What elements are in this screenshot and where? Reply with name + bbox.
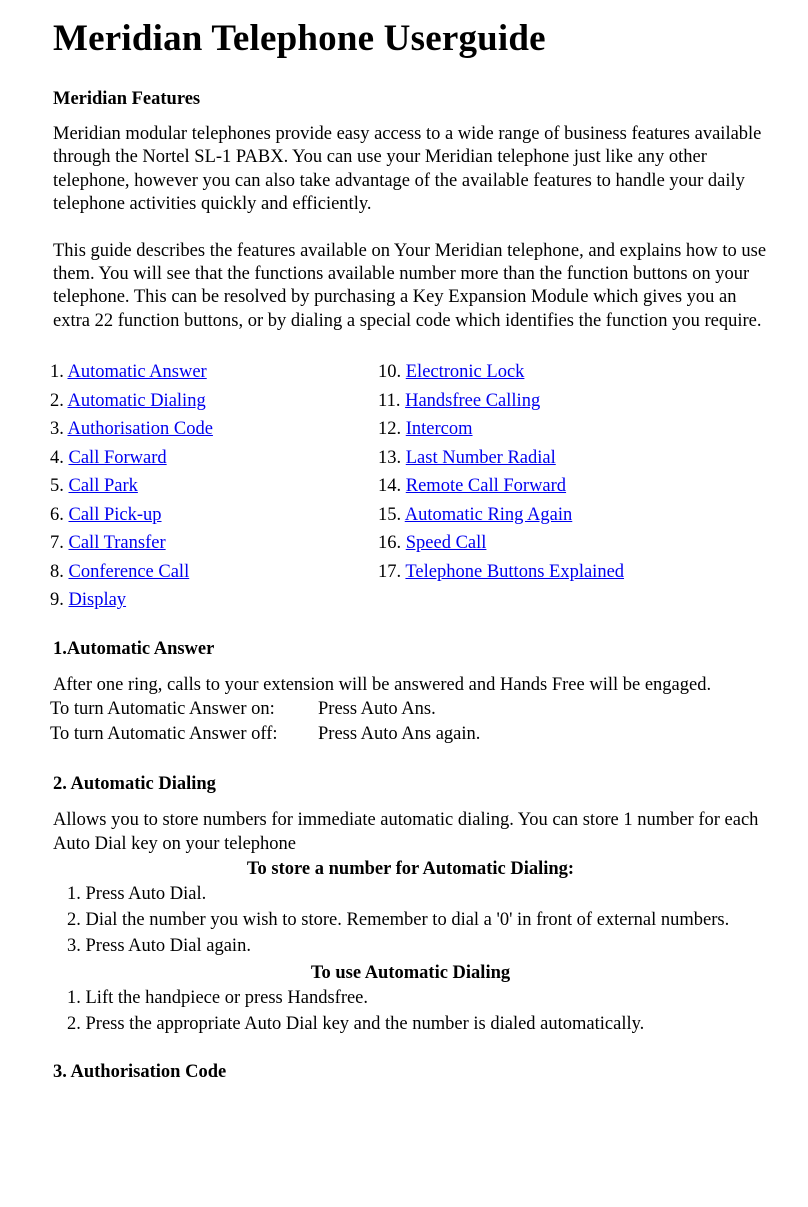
toc-link-display[interactable]: Display (68, 590, 127, 611)
use-dialing-heading: To use Automatic Dialing (310, 962, 511, 983)
toc-item (50, 415, 378, 444)
section-heading-automatic-answer: 1.Automatic Answer (53, 638, 215, 659)
toc-link-intercom[interactable]: Intercom (405, 419, 473, 440)
toc-number: 15. (378, 504, 405, 525)
step-item: 2. Dial the number you wish to store. Remember to dial a '0' in front of external numbers. (67, 909, 730, 930)
section-body-automatic-dialing: Allows you to store numbers for immediate automatic dialing. You can store 1 number for each Auto Dial key on your telephone (53, 810, 759, 854)
toc-number: 9. (50, 590, 69, 611)
toc-item (378, 358, 624, 387)
toc-link-telephone-buttons-explained[interactable]: Telephone Buttons Explained (405, 561, 625, 582)
toc-link-speed-call[interactable]: Speed Call (405, 533, 487, 554)
toc-link-remote-call-forward[interactable]: Remote Call Forward (405, 476, 567, 497)
toc-number: 6. (50, 504, 69, 525)
section-body-automatic-answer: After one ring, calls to your extension will be answered and Hands Free will be engaged. (53, 674, 712, 695)
toc-number: 12. (378, 419, 406, 440)
step-item: 3. Press Auto Dial again. (67, 935, 251, 956)
toc-item (50, 586, 378, 615)
instruction-row (50, 697, 768, 722)
toc-item (378, 558, 624, 587)
toc-link-call-park[interactable]: Call Park (68, 476, 138, 497)
instruction-value: Press Auto Ans again. (318, 724, 481, 745)
toc-number: 16. (378, 533, 406, 554)
toc-item (50, 558, 378, 587)
store-steps-list (53, 882, 768, 960)
toc-link-handsfree-calling[interactable]: Handsfree Calling (405, 390, 541, 411)
toc-item (50, 501, 378, 530)
toc-link-call-transfer[interactable]: Call Transfer (68, 533, 166, 554)
toc-number: 13. (378, 447, 406, 468)
toc-link-authorisation-code[interactable]: Authorisation Code (67, 419, 213, 440)
toc-number: 5. (50, 476, 69, 497)
toc-number: 3. (50, 419, 68, 440)
toc-link-call-forward[interactable]: Call Forward (68, 447, 167, 468)
instruction-label: To turn Automatic Answer on: (50, 699, 275, 720)
toc-item (378, 387, 624, 416)
intro-paragraph-1: Meridian modular telephones provide easy access to a wide range of business features available through the Nortel SL-1 PABX. You can use your Meridian telephone just like any other telephone, however you can also take advantage of the available features to handle your daily telephone activities quickly and efficiently. (53, 124, 762, 215)
intro-paragraph-2: This guide describes the features available on Your Meridian telephone, and explains how to use them. You will see that the functions available number more than the function buttons on your telephone. This can be resolved by purchasing a Key Expansion Module which gives you an extra 22 function buttons, or by dialing a special code which identifies the function you require. (53, 240, 767, 331)
toc-number: 7. (50, 533, 69, 554)
page-title: Meridian Telephone Userguide (53, 18, 546, 59)
toc-number: 11. (378, 390, 406, 411)
toc-item (378, 415, 624, 444)
instruction-table (50, 697, 768, 747)
toc-link-automatic-ring-again[interactable]: Automatic Ring Again (404, 504, 573, 525)
toc-column-right (378, 358, 624, 615)
instruction-label: To turn Automatic Answer off: (50, 724, 278, 745)
section-heading-automatic-dialing: 2. Automatic Dialing (53, 774, 216, 795)
features-heading: Meridian Features (53, 89, 201, 109)
toc-item (378, 501, 624, 530)
toc-link-electronic-lock[interactable]: Electronic Lock (405, 362, 525, 383)
toc-link-automatic-dialing[interactable]: Automatic Dialing (67, 390, 206, 411)
toc-item (50, 444, 378, 473)
use-steps-list (53, 986, 768, 1038)
instruction-value: Press Auto Ans. (318, 699, 436, 720)
toc-number: 17. (378, 561, 406, 582)
toc-number: 10. (378, 362, 406, 383)
toc-link-automatic-answer[interactable]: Automatic Answer (67, 362, 207, 383)
step-item: 1. Lift the handpiece or press Handsfree. (67, 987, 369, 1008)
table-of-contents (50, 358, 768, 615)
toc-number: 14. (378, 476, 406, 497)
toc-item (50, 358, 378, 387)
toc-item (378, 529, 624, 558)
step-item: 2. Press the appropriate Auto Dial key and the number is dialed automatically. (67, 1013, 645, 1034)
toc-item (378, 472, 624, 501)
store-number-heading: To store a number for Automatic Dialing: (246, 858, 575, 879)
toc-column-left (50, 358, 378, 615)
instruction-row (50, 722, 768, 747)
toc-number: 1. (50, 362, 68, 383)
toc-item (378, 444, 624, 473)
toc-item (50, 529, 378, 558)
toc-item (50, 387, 378, 416)
section-heading-authorisation-code: 3. Authorisation Code (53, 1061, 227, 1082)
document-page (50, 16, 768, 1084)
toc-link-call-pick-up[interactable]: Call Pick-up (68, 504, 162, 525)
toc-number: 2. (50, 390, 68, 411)
toc-link-last-number-radial[interactable]: Last Number Radial (405, 447, 556, 468)
step-item: 1. Press Auto Dial. (67, 883, 207, 904)
toc-link-conference-call[interactable]: Conference Call (68, 561, 190, 582)
toc-number: 4. (50, 447, 69, 468)
toc-number: 8. (50, 561, 69, 582)
toc-item (50, 472, 378, 501)
